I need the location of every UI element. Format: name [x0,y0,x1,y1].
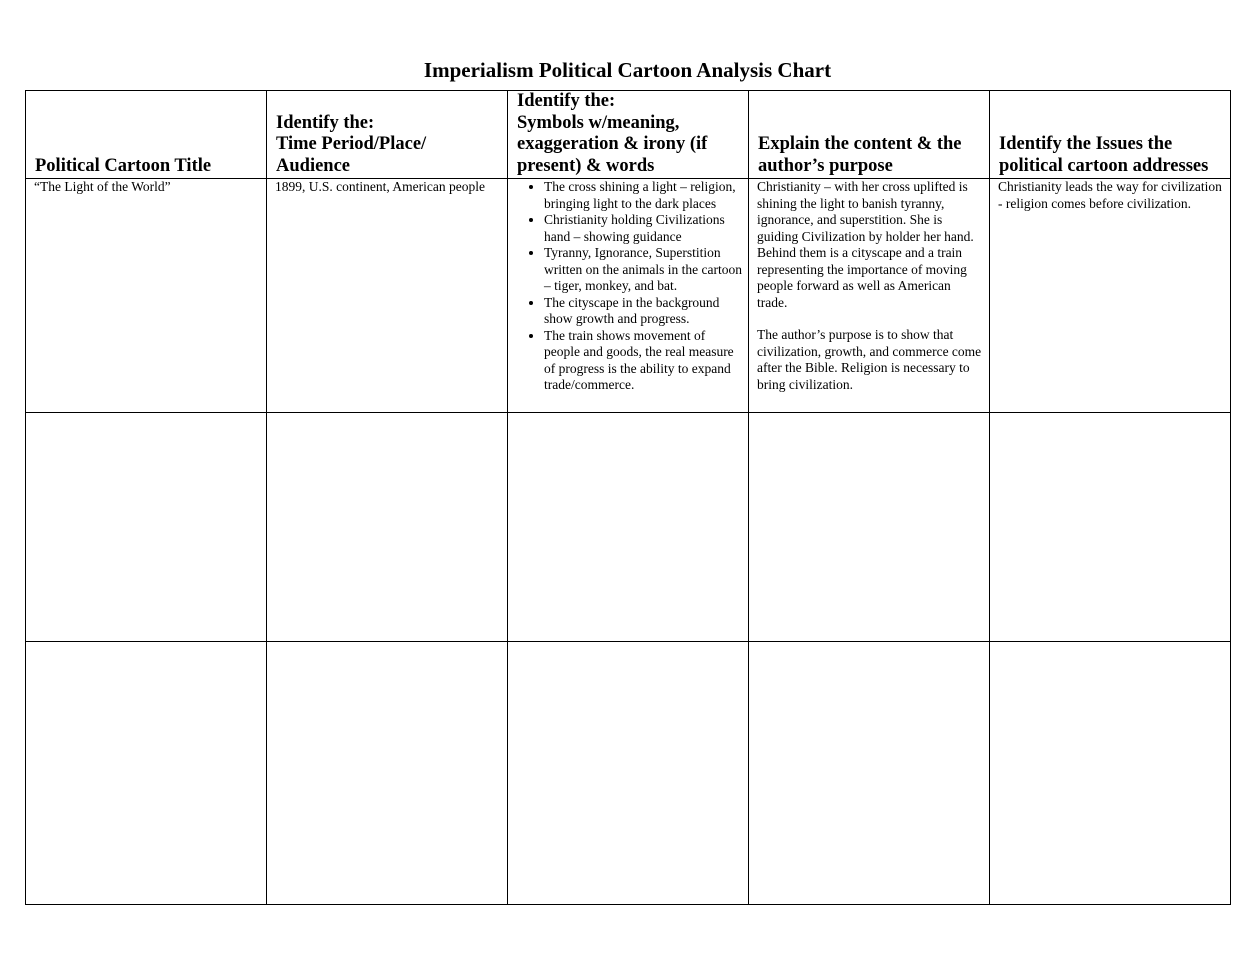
list-item: • The cityscape in the background show growth and progress. [544,295,744,328]
header-issues [990,91,1231,179]
cell-symbols[interactable] [508,642,749,905]
header-cartoon-title-text: Political Cartoon Title [35,155,212,176]
list-item: • The cross shining a light – religion, bringing light to the dark places [544,179,744,212]
table-row [26,642,1231,905]
explain-content-text [749,179,989,393]
cell-issues[interactable] [990,642,1231,905]
header-symbols-text: Identify the: Symbols w/meaning, exaggeration & irony (if present) & words [517,91,708,176]
analysis-chart-table [25,90,1231,905]
cell-time-period[interactable] [267,179,508,413]
cell-symbols[interactable] [508,413,749,642]
cell-symbols[interactable] [508,179,749,413]
list-item: • The train shows movement of people and goods, the real measure of progress is the ability to expand trade/commerce. [544,328,744,394]
header-row [26,91,1231,179]
cell-cartoon-title[interactable] [26,413,267,642]
header-time-period-text: Identify the: Time Period/Place/ Audience [276,112,427,176]
cell-time-period[interactable] [267,413,508,642]
cell-explain-content[interactable] [749,642,990,905]
header-explain-content-text: Explain the content & the author’s purpose [758,134,962,176]
page-title: Imperialism Political Cartoon Analysis Chart [423,58,832,82]
header-cartoon-title [26,91,267,179]
list-item: • Tyranny, Ignorance, Superstition written on the animals in the cartoon – tiger, monkey, and bat. [544,245,744,295]
explain-paragraph: The author’s purpose is to show that civilization, growth, and commerce come after the Bible. Religion is necessary to bring civilization. [757,327,982,392]
explain-paragraph: Christianity – with her cross uplifted is shining the light to banish tyranny, ignorance, and superstition. She is guiding Civilization by holder her hand. Behind them is a cityscape and a train representing the importance of moving people forward as well as American trade. [757,179,974,310]
list-item: • Christianity holding Civilizations hand – showing guidance [544,212,744,245]
cell-cartoon-title[interactable] [26,179,267,413]
header-issues-text: Identify the Issues the political cartoon addresses [999,134,1209,176]
cell-explain-content[interactable] [749,179,990,413]
time-period-text: 1899, U.S. continent, American people [275,179,485,194]
issues-text: Christianity leads the way for civilization - religion comes before civilization. [998,179,1222,211]
cell-issues[interactable] [990,413,1231,642]
header-explain-content [749,91,990,179]
cell-explain-content[interactable] [749,413,990,642]
table-row [26,179,1231,413]
cell-time-period[interactable] [267,642,508,905]
header-time-period [267,91,508,179]
cartoon-title-text: “The Light of the World” [34,179,171,194]
header-symbols [508,91,749,179]
cell-issues[interactable] [990,179,1231,413]
symbols-list [508,179,748,394]
table-row [26,413,1231,642]
cell-cartoon-title[interactable] [26,642,267,905]
